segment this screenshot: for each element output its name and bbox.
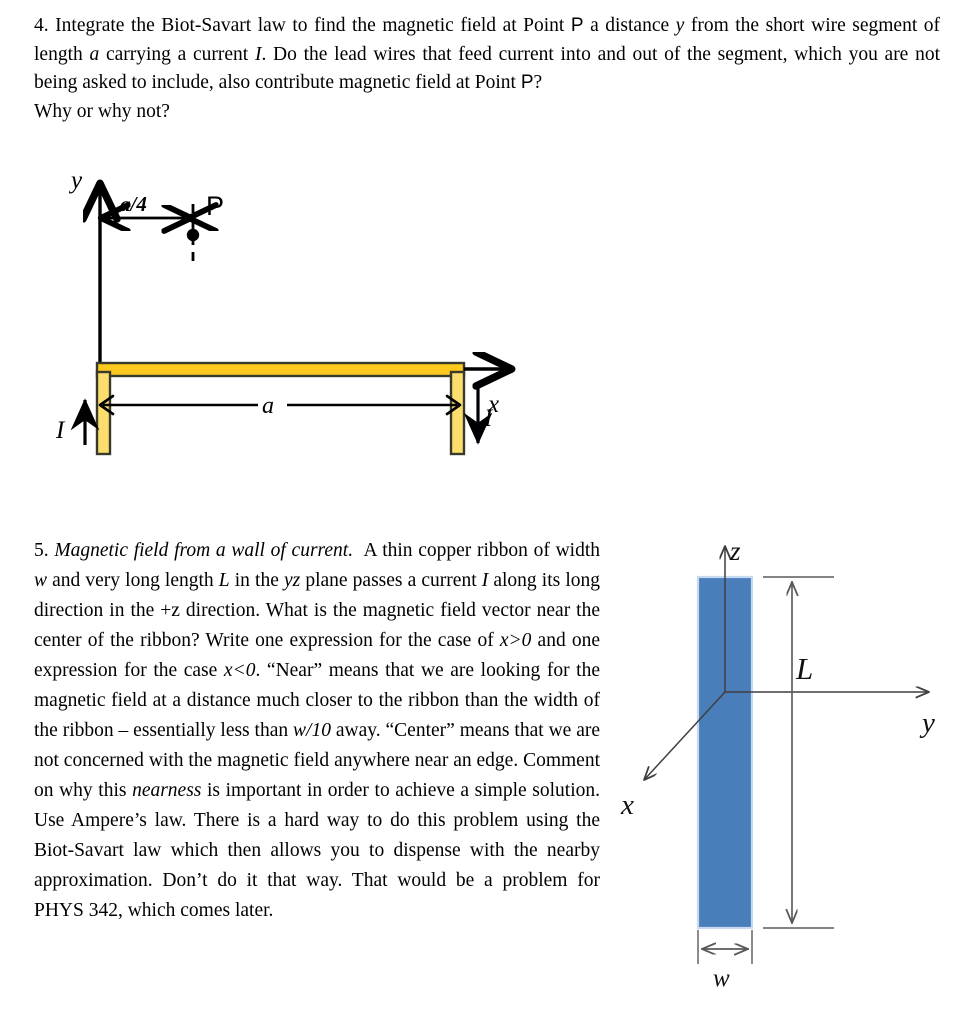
problem-4-body-5: . Do the lead wires that feed current into and out of the segment, which you are not being asked to include, also contribute magnetic field at Point (34, 43, 940, 93)
problem-5-segment-16: is important in order to achieve a simple solution. Use Ampere’s law. There is a hard way to do this problem using the Biot-Savart law which then allows you to dispense with the nearby approximation. Don’t do it that way. That would be a problem for PHYS 342, which comes later. (34, 780, 600, 921)
problem-5-segment-5: yz (283, 570, 301, 591)
problem-4-paragraph (34, 12, 940, 98)
problem-5-segment-2: and very long length (47, 570, 219, 591)
dimension-w-label: w (713, 965, 730, 992)
problem-4-last-line: Why or why not? (34, 100, 170, 122)
wire-segment-horizontal (97, 363, 464, 376)
point-p-inline-2: P (520, 72, 534, 93)
lead-wire-right (451, 372, 464, 454)
problem-5-segment-11: x<0 (223, 660, 256, 681)
axis-y-group-2 (725, 692, 935, 739)
problem-5-segment-8: along its long direction in the +z direction. What is the magnetic field vector near the center of the ribbon? Write one expression for the case of (34, 570, 600, 651)
figure-copper-ribbon (612, 536, 970, 1014)
axis-x-label-2: x (621, 789, 634, 821)
dimension-a-over-4-label: a/4 (120, 192, 147, 216)
problem-5-paragraph (34, 536, 600, 926)
point-p-label: P (206, 191, 225, 221)
problem-5-segment-3: L (218, 570, 230, 591)
dimension-a-label: a (262, 393, 274, 419)
axis-y-label-2: y (922, 707, 935, 739)
problem-5-segment-14: away. “Center” means that we are not concerned with the magnetic field anywhere near an edge. Comment on why this (34, 720, 601, 801)
axis-y-group (68, 167, 100, 372)
axis-x-label: x (488, 391, 500, 418)
point-p-inline-1: P (570, 15, 584, 36)
lead-wire-left (97, 372, 110, 454)
axis-z-label: z (730, 536, 741, 566)
problem-5-segment-9: x>0 (499, 630, 532, 651)
problem-5-segment-12: . “Near” means that we are looking for the magnetic field at a distance much closer to the ribbon than the width of the ribbon – essentially less than (34, 660, 600, 741)
variable-y: y (675, 15, 685, 36)
problem-5-segment-6: plane passes a current (300, 570, 482, 591)
problem-4-body-2: a distance (583, 15, 676, 36)
dimension-w (698, 930, 752, 992)
dimension-a (100, 393, 460, 419)
current-label-right: I (484, 405, 493, 432)
problem-4-body-6: ? (533, 72, 543, 93)
dimension-a-over-4 (102, 192, 190, 218)
variable-a: a (89, 43, 100, 65)
axis-y-label: y (71, 167, 83, 194)
dimension-L (763, 577, 834, 928)
problem-4-text-block (34, 12, 940, 126)
problem-4-body-3: from the short wire segment of length (34, 15, 941, 65)
problem-5-text-block (34, 536, 600, 926)
problem-4-number: 4. (34, 15, 49, 36)
problem-4-body-1: Integrate the Biot-Savart law to find the magnetic field at Point (55, 15, 571, 36)
problem-5-segment-1: w (34, 570, 48, 591)
problem-5-number: 5. (34, 540, 49, 561)
problem-4-body-4: carrying a current (99, 43, 255, 65)
problem-5-segment-4: in the (229, 570, 284, 591)
current-arrow-left (55, 400, 85, 445)
point-p-group (187, 191, 224, 262)
problem-5-segment-0: A thin copper ribbon of width (363, 540, 601, 561)
problem-5-segment-10: and one expression for the case (34, 630, 600, 681)
variable-i: I (254, 43, 262, 65)
problem-5-segment-13: w/10 (293, 720, 331, 741)
problem-5-body (34, 540, 600, 921)
dimension-L-label: L (796, 651, 814, 686)
figure-wire-segment (40, 160, 560, 490)
point-p-dot (187, 229, 199, 241)
problem-5-segment-15: nearness (132, 780, 202, 801)
problem-5-segment-7: I (481, 570, 489, 591)
problem-5-title: Magnetic field from a wall of current. (54, 540, 354, 561)
current-label-left: I (56, 417, 65, 444)
